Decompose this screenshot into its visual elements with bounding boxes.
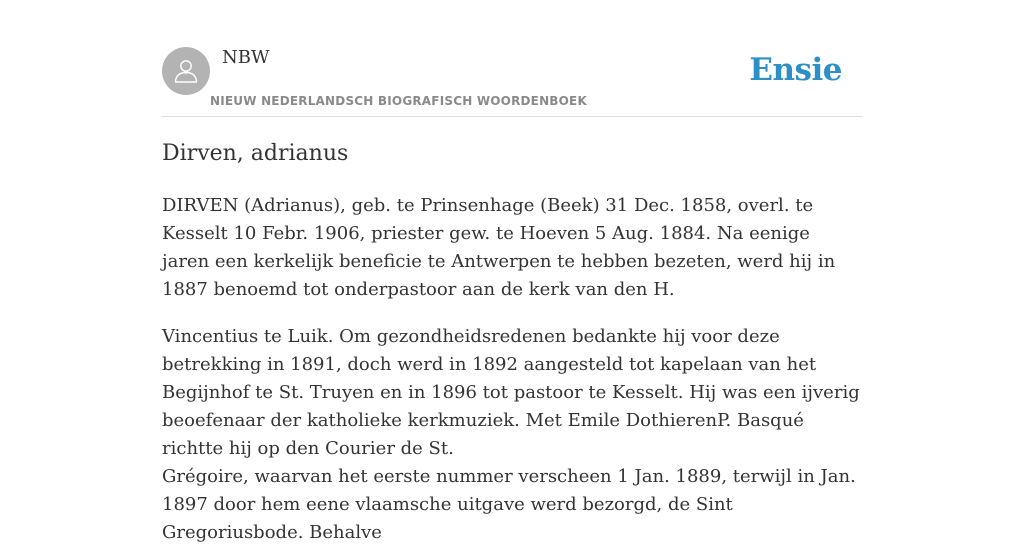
person-icon bbox=[171, 56, 201, 86]
article-paragraph: DIRVEN (Adrianus), geb. te Prinsenhage (Beek) 31 Dec. 1858, overl. te Kesselt 10 Febr. 1906, priester gew. te Hoeven 5 Aug. 1884. Na eenige jaren een kerkelijk beneficie te Antwerpen te hebben bezeten, werd hij in 1887 benoemd tot onderpastoor aan de kerk van den H. bbox=[162, 195, 836, 300]
article-title: Dirven, adrianus bbox=[162, 141, 349, 166]
brand-logo[interactable]: Ensie bbox=[749, 52, 842, 88]
article-paragraph: Grégoire, waarvan het eerste nummer verscheen 1 Jan. 1889, terwijl in Jan. 1897 door hem eene vlaamsche uitgave werd bezorgd, de Sint Gregoriusbode. Behalve bbox=[162, 466, 856, 543]
source-name[interactable]: NBW bbox=[222, 47, 270, 68]
article-paragraph: Vincentius te Luik. Om gezondheidsredenen bedankte hij voor deze betrekking in 1891, doch werd in 1892 aangesteld tot kapelaan van het Begijnhof te St. Truyen en in 1896 tot pastoor te Kesselt. Hij was een ijverig beoefenaar der katholieke kerkmuziek. Met Emile DothierenP. Basqué richtte hij op den Courier de St. bbox=[162, 326, 860, 459]
avatar[interactable] bbox=[162, 47, 210, 95]
source-header bbox=[162, 46, 862, 117]
source-subtitle: NIEUW NEDERLANDSCH BIOGRAFISCH WOORDENBOEK bbox=[210, 94, 587, 108]
